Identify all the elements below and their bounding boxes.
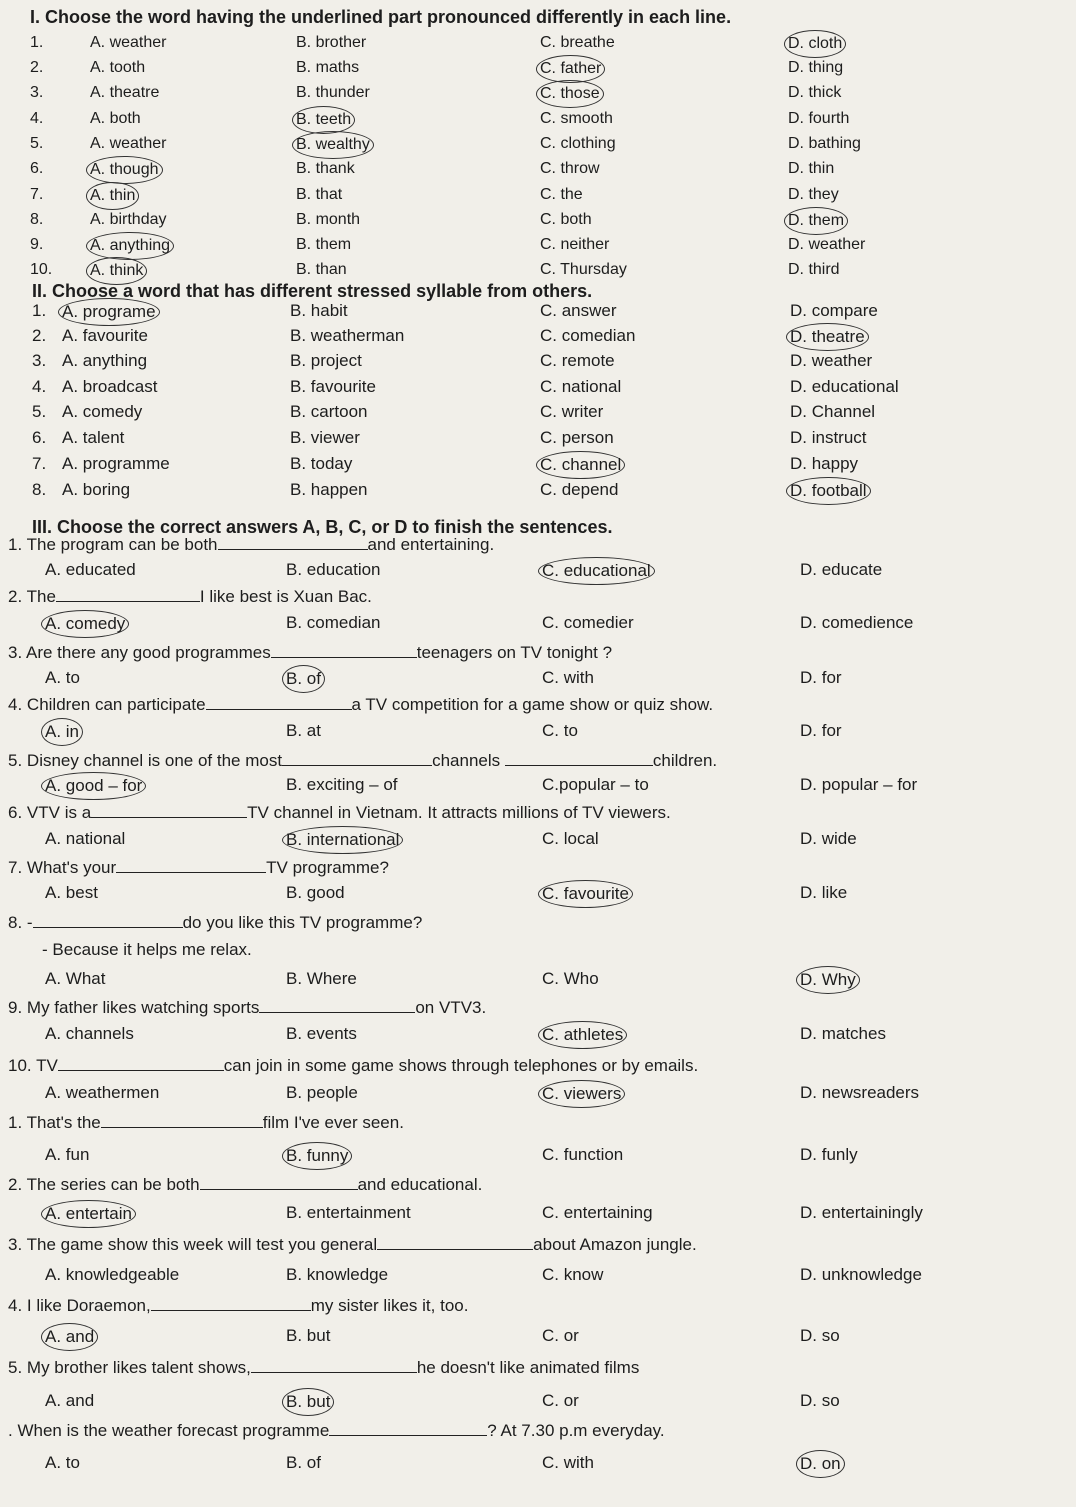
question-row <box>0 640 1076 666</box>
answer-option[interactable]: C. local <box>542 829 599 848</box>
answer-option[interactable]: D. theatre <box>786 323 869 351</box>
answer-option[interactable]: B. that <box>296 186 343 203</box>
answer-option[interactable]: C. writer <box>540 402 604 421</box>
options-row <box>0 1262 1076 1288</box>
section-heading: II. Choose a word that has different stressed syllable from others. <box>32 281 593 301</box>
answer-option[interactable]: B. people <box>286 1083 358 1102</box>
options-row <box>0 1200 1076 1226</box>
answer-option[interactable]: A. to <box>45 668 80 687</box>
options-row <box>0 1080 1076 1106</box>
answer-option[interactable]: A. and <box>45 1391 95 1410</box>
answer-option[interactable]: C. viewers <box>538 1080 625 1108</box>
question-number: 5. <box>32 402 47 421</box>
answer-blank[interactable] <box>271 641 417 658</box>
question-stem: he doesn't like animated films <box>416 1358 640 1377</box>
question-number: 5. <box>8 1358 23 1377</box>
question-number: 7. <box>8 858 23 877</box>
question-number: 8. <box>32 480 47 499</box>
answer-option[interactable]: B. funny <box>282 1142 352 1170</box>
question-number: 7. <box>32 454 47 473</box>
section-title <box>0 4 1076 30</box>
answer-option[interactable]: A. programe <box>58 298 160 326</box>
question-stem: I like Doraemon, <box>26 1296 151 1315</box>
answer-option[interactable]: D. they <box>788 186 839 203</box>
answer-option[interactable]: B. Where <box>286 969 357 988</box>
answer-option[interactable]: A. programme <box>62 454 170 473</box>
question-row <box>0 1232 1076 1258</box>
question-stem: VTV is a <box>26 803 92 822</box>
answer-option[interactable]: B. viewer <box>290 428 360 447</box>
answer-option[interactable]: A. anything <box>86 232 174 260</box>
answer-option[interactable]: B. cartoon <box>290 402 368 421</box>
answer-option[interactable]: A. entertain <box>41 1200 136 1228</box>
answer-option[interactable]: B. of <box>282 665 325 693</box>
question-text <box>8 855 389 881</box>
answer-option[interactable]: A. educated <box>45 560 136 579</box>
answer-blank[interactable] <box>101 1111 263 1128</box>
question-stem: and educational. <box>357 1175 483 1194</box>
question-number: 5. <box>8 751 23 770</box>
question-text <box>8 692 713 718</box>
question-row <box>0 1355 1076 1381</box>
answer-option[interactable]: D. third <box>788 261 840 278</box>
question-number: 1. <box>32 301 47 320</box>
question-row <box>0 937 1076 963</box>
answer-blank[interactable] <box>58 1054 224 1071</box>
answer-blank[interactable] <box>206 693 352 710</box>
answer-option[interactable]: A. fun <box>45 1145 90 1164</box>
question-text <box>8 1232 697 1258</box>
answer-blank[interactable] <box>200 1173 358 1190</box>
answer-option[interactable]: D. so <box>800 1326 840 1345</box>
answer-option[interactable]: B. favourite <box>290 377 376 396</box>
question-stem: TV channel in Vietnam. It attracts millions of TV viewers. <box>247 803 671 822</box>
answer-option[interactable]: D. newsreaders <box>800 1083 920 1102</box>
answer-option[interactable]: D. Why <box>796 966 860 994</box>
question-stem: When is the weather forecast programme <box>17 1421 330 1440</box>
options-row <box>0 1323 1076 1349</box>
question-stem: What's your <box>26 858 117 877</box>
answer-option[interactable]: B. wealthy <box>292 131 374 159</box>
answer-option[interactable]: D. thing <box>788 59 844 76</box>
answer-option[interactable]: B. but <box>282 1388 334 1416</box>
answer-option[interactable]: D. wide <box>800 829 857 848</box>
question-text <box>8 584 372 610</box>
answer-option[interactable]: D. like <box>800 883 848 902</box>
answer-option[interactable]: C. answer <box>540 301 617 320</box>
answer-option[interactable]: A. birthday <box>90 211 167 228</box>
options-row <box>0 665 1076 691</box>
question-stem: The series can be both <box>26 1175 200 1194</box>
answer-option[interactable]: D. funly <box>800 1145 858 1164</box>
answer-option[interactable]: C. know <box>542 1265 604 1284</box>
options-row <box>0 718 1076 744</box>
question-row <box>0 532 1076 558</box>
answer-option[interactable]: C. channel <box>536 451 625 479</box>
answer-option[interactable]: D. for <box>800 721 842 740</box>
question-row <box>0 1172 1076 1198</box>
question-stem: The program can be both <box>26 535 218 554</box>
question-row <box>0 55 1076 81</box>
question-number: 3. <box>32 351 47 370</box>
options-row <box>0 1388 1076 1414</box>
question-stem: Disney channel is one of the most <box>26 751 283 770</box>
question-row <box>0 1053 1076 1079</box>
answer-option[interactable]: A. both <box>90 110 141 127</box>
answer-option[interactable]: C. favourite <box>538 880 633 908</box>
question-row <box>0 451 1076 477</box>
question-stem: film I've ever seen. <box>262 1113 404 1132</box>
question-number: 4. <box>30 110 44 127</box>
answer-option[interactable]: D. compare <box>790 301 878 320</box>
answer-option[interactable]: C. breathe <box>540 34 615 51</box>
answer-option[interactable]: C. or <box>542 1326 579 1345</box>
answer-option[interactable]: D. them <box>784 207 848 235</box>
question-number: 1. <box>30 34 44 51</box>
answer-option[interactable]: D. matches <box>800 1024 886 1043</box>
answer-option[interactable]: D. happy <box>790 454 859 473</box>
answer-option[interactable]: C. father <box>536 55 605 83</box>
question-number: 3. <box>30 84 44 101</box>
question-row <box>0 1418 1076 1444</box>
options-row <box>0 880 1076 906</box>
answer-option[interactable]: A. talent <box>62 428 125 447</box>
question-row <box>0 30 1076 56</box>
answer-option[interactable]: A. boring <box>62 480 131 499</box>
answer-option[interactable]: B. today <box>290 454 353 473</box>
question-row <box>0 207 1076 233</box>
answer-option[interactable]: C. clothing <box>540 135 616 152</box>
question-row <box>0 995 1076 1021</box>
question-number: 8. <box>30 211 44 228</box>
question-text <box>8 1110 404 1136</box>
answer-option[interactable]: C. comedian <box>540 326 636 345</box>
question-number: 3. <box>8 643 23 662</box>
answer-blank[interactable] <box>56 585 200 602</box>
answer-option[interactable]: D. cloth <box>784 30 846 58</box>
question-text <box>8 910 422 936</box>
answer-option[interactable]: C. the <box>540 186 583 203</box>
answer-option[interactable]: C. function <box>542 1145 624 1164</box>
answer-option[interactable]: C. throw <box>540 160 600 177</box>
question-row <box>0 232 1076 258</box>
answer-option[interactable]: B. events <box>286 1024 357 1043</box>
options-row <box>0 610 1076 636</box>
question-row <box>0 425 1076 451</box>
answer-option[interactable]: A. thin <box>86 182 139 210</box>
question-row <box>0 131 1076 157</box>
answer-option[interactable]: B. weatherman <box>290 326 405 345</box>
answer-option[interactable]: C. to <box>542 721 578 740</box>
answer-option[interactable]: C. comedier <box>542 613 634 632</box>
answer-option[interactable]: C. remote <box>540 351 615 370</box>
answer-option[interactable]: D. popular – for <box>800 775 918 794</box>
question-number: 6. <box>8 803 23 822</box>
question-text <box>8 1053 698 1079</box>
answer-option[interactable]: C. national <box>540 377 622 396</box>
question-number: 2. <box>30 59 44 76</box>
question-stem: TV programme? <box>266 858 389 877</box>
answer-option[interactable]: B. brother <box>296 34 367 51</box>
answer-option[interactable]: C. with <box>542 1453 594 1472</box>
section-heading: I. Choose the word having the underlined part pronounced differently in each line. <box>30 7 732 27</box>
answer-blank[interactable] <box>91 801 247 818</box>
question-number: 1. <box>8 1113 23 1132</box>
options-row <box>0 1021 1076 1047</box>
answer-option[interactable]: B. good <box>286 883 345 902</box>
question-row <box>0 298 1076 324</box>
question-row <box>0 399 1076 425</box>
question-number: 6. <box>32 428 47 447</box>
answer-option[interactable]: A. comedy <box>62 402 143 421</box>
question-number: 2. <box>8 587 23 606</box>
answer-option[interactable]: B. entertainment <box>286 1203 411 1222</box>
question-number: 4. <box>32 377 47 396</box>
question-number: 10. <box>30 261 53 278</box>
answer-option[interactable]: D. so <box>800 1391 840 1410</box>
answer-option[interactable]: C. with <box>542 668 594 687</box>
answer-option[interactable]: B. than <box>296 261 347 278</box>
question-row <box>0 584 1076 610</box>
question-number: 10. <box>8 1056 32 1075</box>
question-stem: can join in some game shows through telephones or by emails. <box>223 1056 699 1075</box>
question-row <box>0 1110 1076 1136</box>
question-number: 7. <box>30 186 44 203</box>
question-stem: channels <box>432 751 501 770</box>
answer-option[interactable]: B. but <box>286 1326 331 1345</box>
question-stem: teenagers on TV tonight ? <box>416 643 613 662</box>
options-row <box>0 1142 1076 1168</box>
answer-blank[interactable] <box>282 749 432 766</box>
answer-option[interactable]: D. weather <box>788 236 866 253</box>
question-number: 6. <box>30 160 44 177</box>
answer-option[interactable]: A. good – for <box>41 772 146 800</box>
answer-option[interactable]: C. depend <box>540 480 619 499</box>
answer-option[interactable]: C. educational <box>538 557 655 585</box>
answer-blank[interactable] <box>251 1356 417 1373</box>
answer-option[interactable]: A. think <box>86 257 147 285</box>
question-stem: My brother likes talent shows, <box>26 1358 251 1377</box>
answer-blank[interactable] <box>377 1233 533 1250</box>
question-row <box>0 374 1076 400</box>
question-stem: and entertaining. <box>367 535 495 554</box>
answer-option[interactable]: C. Who <box>542 969 599 988</box>
answer-blank[interactable] <box>151 1294 311 1311</box>
answer-option[interactable]: A. anything <box>62 351 148 370</box>
answer-option[interactable]: D. fourth <box>788 110 850 127</box>
answer-option[interactable]: D. thin <box>788 160 835 177</box>
answer-option[interactable]: B. education <box>286 560 381 579</box>
answer-option[interactable]: C. smooth <box>540 110 613 127</box>
question-number: 9. <box>8 998 23 1017</box>
answer-option[interactable]: D. thick <box>788 84 842 101</box>
answer-option[interactable]: A. in <box>41 718 83 746</box>
question-stem: - <box>26 913 33 932</box>
options-row <box>0 772 1076 798</box>
answer-option[interactable]: A. What <box>45 969 106 988</box>
answer-option[interactable]: B. month <box>296 211 361 228</box>
question-row <box>0 182 1076 208</box>
question-number: 3. <box>8 1235 23 1254</box>
question-number: 4. <box>8 1296 23 1315</box>
question-number: 8. <box>8 913 23 932</box>
answer-option[interactable]: C. athletes <box>538 1021 627 1049</box>
answer-option[interactable]: D. comedience <box>800 613 914 632</box>
options-row <box>0 1450 1076 1476</box>
answer-option[interactable]: B. them <box>296 236 352 253</box>
answer-option[interactable]: B. maths <box>296 59 360 76</box>
answer-option[interactable]: A. channels <box>45 1024 134 1043</box>
question-number: 1. <box>8 535 23 554</box>
answer-option[interactable]: A. to <box>45 1453 80 1472</box>
question-stem: do you like this TV programme? <box>182 913 423 932</box>
question-stem: children. <box>652 751 718 770</box>
answer-option[interactable]: C. those <box>536 80 604 108</box>
answer-option[interactable]: D. educational <box>790 377 899 396</box>
answer-option[interactable]: D. educate <box>800 560 883 579</box>
answer-option[interactable]: C. or <box>542 1391 579 1410</box>
question-number: 4. <box>8 695 23 714</box>
answer-option[interactable]: B. international <box>282 826 403 854</box>
answer-blank[interactable] <box>116 856 266 873</box>
answer-blank[interactable] <box>218 533 368 550</box>
answer-option[interactable]: B. project <box>290 351 362 370</box>
answer-option[interactable]: D. Channel <box>790 402 876 421</box>
options-row <box>0 966 1076 992</box>
question-stem: my sister likes it, too. <box>310 1296 469 1315</box>
answer-option[interactable]: A. and <box>41 1323 98 1351</box>
question-row <box>0 748 1076 774</box>
answer-blank[interactable] <box>505 749 653 766</box>
question-stem: TV <box>36 1056 58 1075</box>
answer-option[interactable]: A. theatre <box>90 84 160 101</box>
answer-option[interactable]: C. person <box>540 428 614 447</box>
answer-option[interactable]: B. teeth <box>292 106 355 134</box>
answer-option[interactable]: A. best <box>45 883 98 902</box>
answer-blank[interactable] <box>33 911 183 928</box>
question-stem: Children can participate <box>26 695 206 714</box>
answer-option[interactable]: B. at <box>286 721 321 740</box>
answer-option[interactable]: D. for <box>800 668 842 687</box>
answer-option[interactable]: C. entertaining <box>542 1203 653 1222</box>
question-text <box>8 1293 468 1319</box>
question-stem: The game show this week will test you general <box>26 1235 378 1254</box>
answer-option[interactable]: A. though <box>86 156 163 184</box>
question-row <box>0 156 1076 182</box>
answer-option[interactable]: A. favourite <box>62 326 148 345</box>
question-text <box>8 532 494 558</box>
question-stem: The <box>26 587 56 606</box>
answer-option[interactable]: A. tooth <box>90 59 146 76</box>
answer-option[interactable]: D. weather <box>790 351 873 370</box>
question-row <box>0 800 1076 826</box>
answer-option[interactable]: B. happen <box>290 480 368 499</box>
answer-option[interactable]: A. weather <box>90 34 167 51</box>
answer-option[interactable]: B. habit <box>290 301 348 320</box>
question-row <box>0 910 1076 936</box>
answer-option[interactable]: D. entertainingly <box>800 1203 923 1222</box>
answer-line: - Because it helps me relax. <box>42 940 252 959</box>
question-row <box>0 80 1076 106</box>
question-number: 5. <box>30 135 44 152</box>
question-row <box>0 106 1076 132</box>
answer-option[interactable]: A. broadcast <box>62 377 158 396</box>
question-text <box>8 1172 482 1198</box>
answer-option[interactable]: D. instruct <box>790 428 867 447</box>
question-text <box>8 640 612 666</box>
question-stem: about Amazon jungle. <box>533 1235 697 1254</box>
section-heading: III. Choose the correct answers A, B, C, or D to finish the sentences. <box>32 517 613 537</box>
question-text <box>8 1418 665 1444</box>
answer-option[interactable]: C.popular – to <box>542 775 649 794</box>
answer-option[interactable]: A. weathermen <box>45 1083 160 1102</box>
question-number: . <box>8 1421 13 1440</box>
answer-option[interactable]: A. comedy <box>41 610 129 638</box>
answer-option[interactable]: C. Thursday <box>540 261 627 278</box>
question-stem: My father likes watching sports <box>26 998 260 1017</box>
answer-option[interactable]: B. thank <box>296 160 355 177</box>
options-row <box>0 826 1076 852</box>
question-text <box>8 1355 639 1381</box>
question-number: 2. <box>8 1175 23 1194</box>
answer-option[interactable]: B. knowledge <box>286 1265 389 1284</box>
question-stem: ? At 7.30 p.m everyday. <box>487 1421 665 1440</box>
question-text <box>8 748 717 774</box>
answer-option[interactable]: C. neither <box>540 236 610 253</box>
answer-option[interactable]: D. unknowledge <box>800 1265 922 1284</box>
answer-option[interactable]: D. on <box>796 1450 845 1478</box>
question-stem: a TV competition for a game show or quiz show. <box>351 695 714 714</box>
question-stem: Are there any good programmes <box>25 643 271 662</box>
options-row <box>0 557 1076 583</box>
question-stem: on VTV3. <box>415 998 487 1017</box>
question-row <box>0 323 1076 349</box>
question-stem: That's the <box>26 1113 101 1132</box>
answer-option[interactable]: D. football <box>786 477 871 505</box>
answer-option[interactable]: B. comedian <box>286 613 381 632</box>
question-text <box>8 995 486 1021</box>
question-row <box>0 348 1076 374</box>
question-number: 2. <box>32 326 47 345</box>
question-stem: I like best is Xuan Bac. <box>199 587 372 606</box>
answer-option[interactable]: B. of <box>286 1453 321 1472</box>
answer-option[interactable]: D. bathing <box>788 135 861 152</box>
answer-option[interactable]: C. both <box>540 211 592 228</box>
question-text <box>8 800 671 826</box>
answer-option[interactable]: A. weather <box>90 135 167 152</box>
question-row <box>0 692 1076 718</box>
question-row <box>0 1293 1076 1319</box>
answer-blank[interactable] <box>329 1419 487 1436</box>
question-number: 9. <box>30 236 44 253</box>
answer-option[interactable]: A. knowledgeable <box>45 1265 180 1284</box>
answer-blank[interactable] <box>259 996 415 1013</box>
answer-option[interactable]: A. national <box>45 829 126 848</box>
question-row <box>0 477 1076 503</box>
question-row <box>0 855 1076 881</box>
answer-option[interactable]: B. exciting – of <box>286 775 398 794</box>
answer-option[interactable]: B. thunder <box>296 84 370 101</box>
